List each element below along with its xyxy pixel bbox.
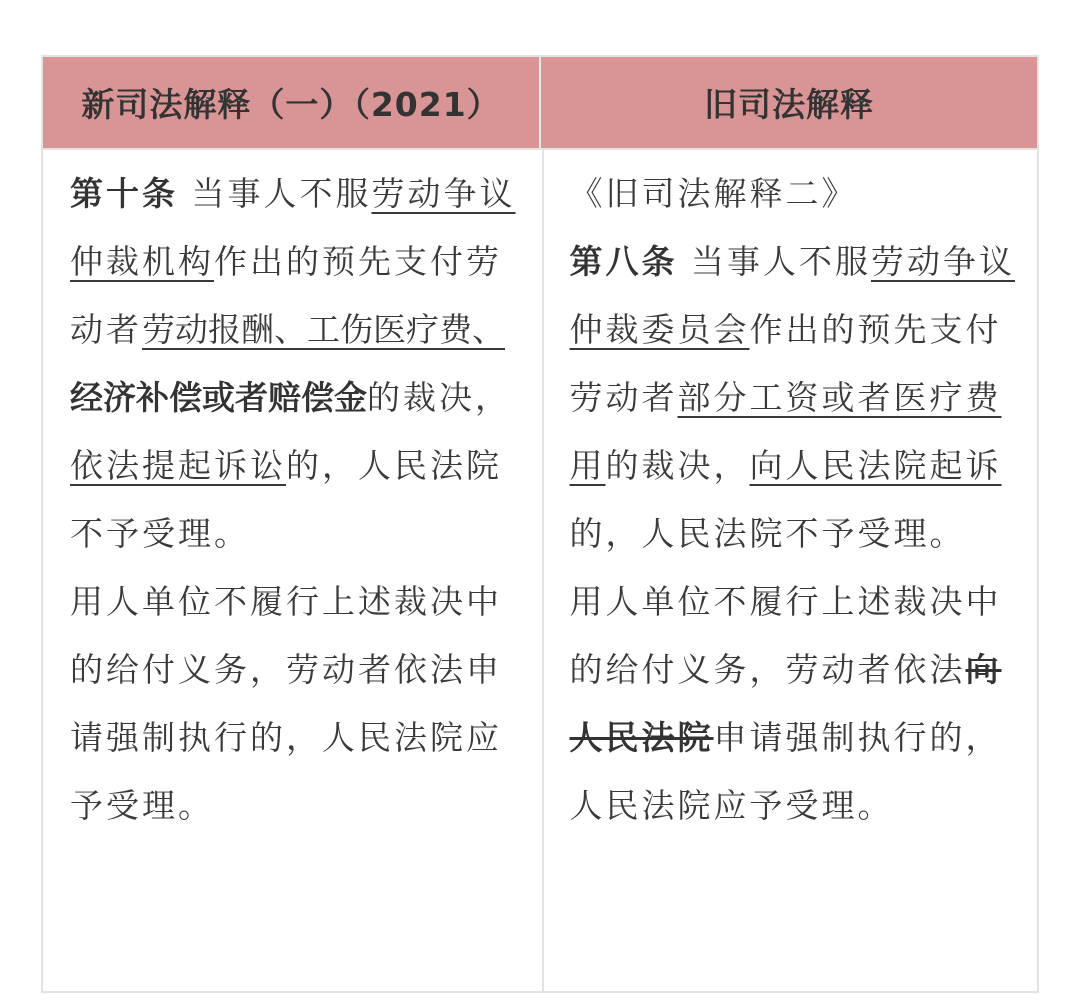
text-segment: 作出的预先支付劳动者 bbox=[70, 242, 502, 349]
table-body bbox=[43, 150, 1037, 993]
table-header bbox=[43, 57, 1037, 150]
underlined-text: 依法提起诉讼 bbox=[70, 446, 286, 485]
text-segment: 的裁决， bbox=[367, 378, 511, 417]
underlined-text: 部分工资或者医疗费用 bbox=[569, 378, 1002, 485]
text-segment: 的裁决， bbox=[605, 446, 750, 485]
text-segment: 当事人不服 bbox=[677, 242, 871, 281]
text-segment: 的，人民法院不予受理。 bbox=[70, 446, 502, 553]
struck-text: 向人民法院 bbox=[569, 650, 1002, 757]
old-source-title: 《旧司法解释二》 bbox=[569, 174, 858, 213]
new-article-paragraph bbox=[70, 160, 522, 568]
underlined-text: 劳动争议仲裁机构 bbox=[70, 174, 516, 281]
old-interpretation-cell bbox=[544, 150, 1038, 993]
new-second-paragraph: 用人单位不履行上述裁决中的给付义务，劳动者依法申请强制执行的，人民法院应予受理。 bbox=[70, 582, 502, 825]
old-article-number: 第八条 bbox=[569, 242, 678, 281]
underlined-text: 向人民法院起诉 bbox=[749, 446, 1002, 485]
text-segment: 的，人民法院不予受理。 bbox=[569, 514, 966, 553]
text-segment: 申请强制执行的，人民法院应予受理。 bbox=[569, 718, 1002, 825]
underlined-text: 劳动争议仲裁委员会 bbox=[569, 242, 1015, 349]
text-segment: 用人单位不履行上述裁决中的给付义务，劳动者依法 bbox=[569, 582, 1002, 689]
comparison-table bbox=[41, 55, 1039, 993]
underlined-text: 劳动报酬、工伤医疗费、 bbox=[142, 310, 505, 349]
text-segment: 当事人不服 bbox=[178, 174, 372, 213]
header-new-interpretation: 新司法解释（一）（2021） bbox=[43, 57, 541, 148]
old-second-paragraph bbox=[570, 568, 1022, 840]
new-interpretation-cell bbox=[43, 150, 544, 993]
header-old-interpretation: 旧司法解释 bbox=[704, 85, 874, 124]
old-article-paragraph bbox=[570, 228, 1022, 568]
text-segment: 作出的预先支付劳动者 bbox=[569, 310, 1002, 417]
new-article-number: 第十条 bbox=[70, 174, 178, 213]
bold-text: 经济补偿或者赔偿金 bbox=[70, 378, 367, 417]
